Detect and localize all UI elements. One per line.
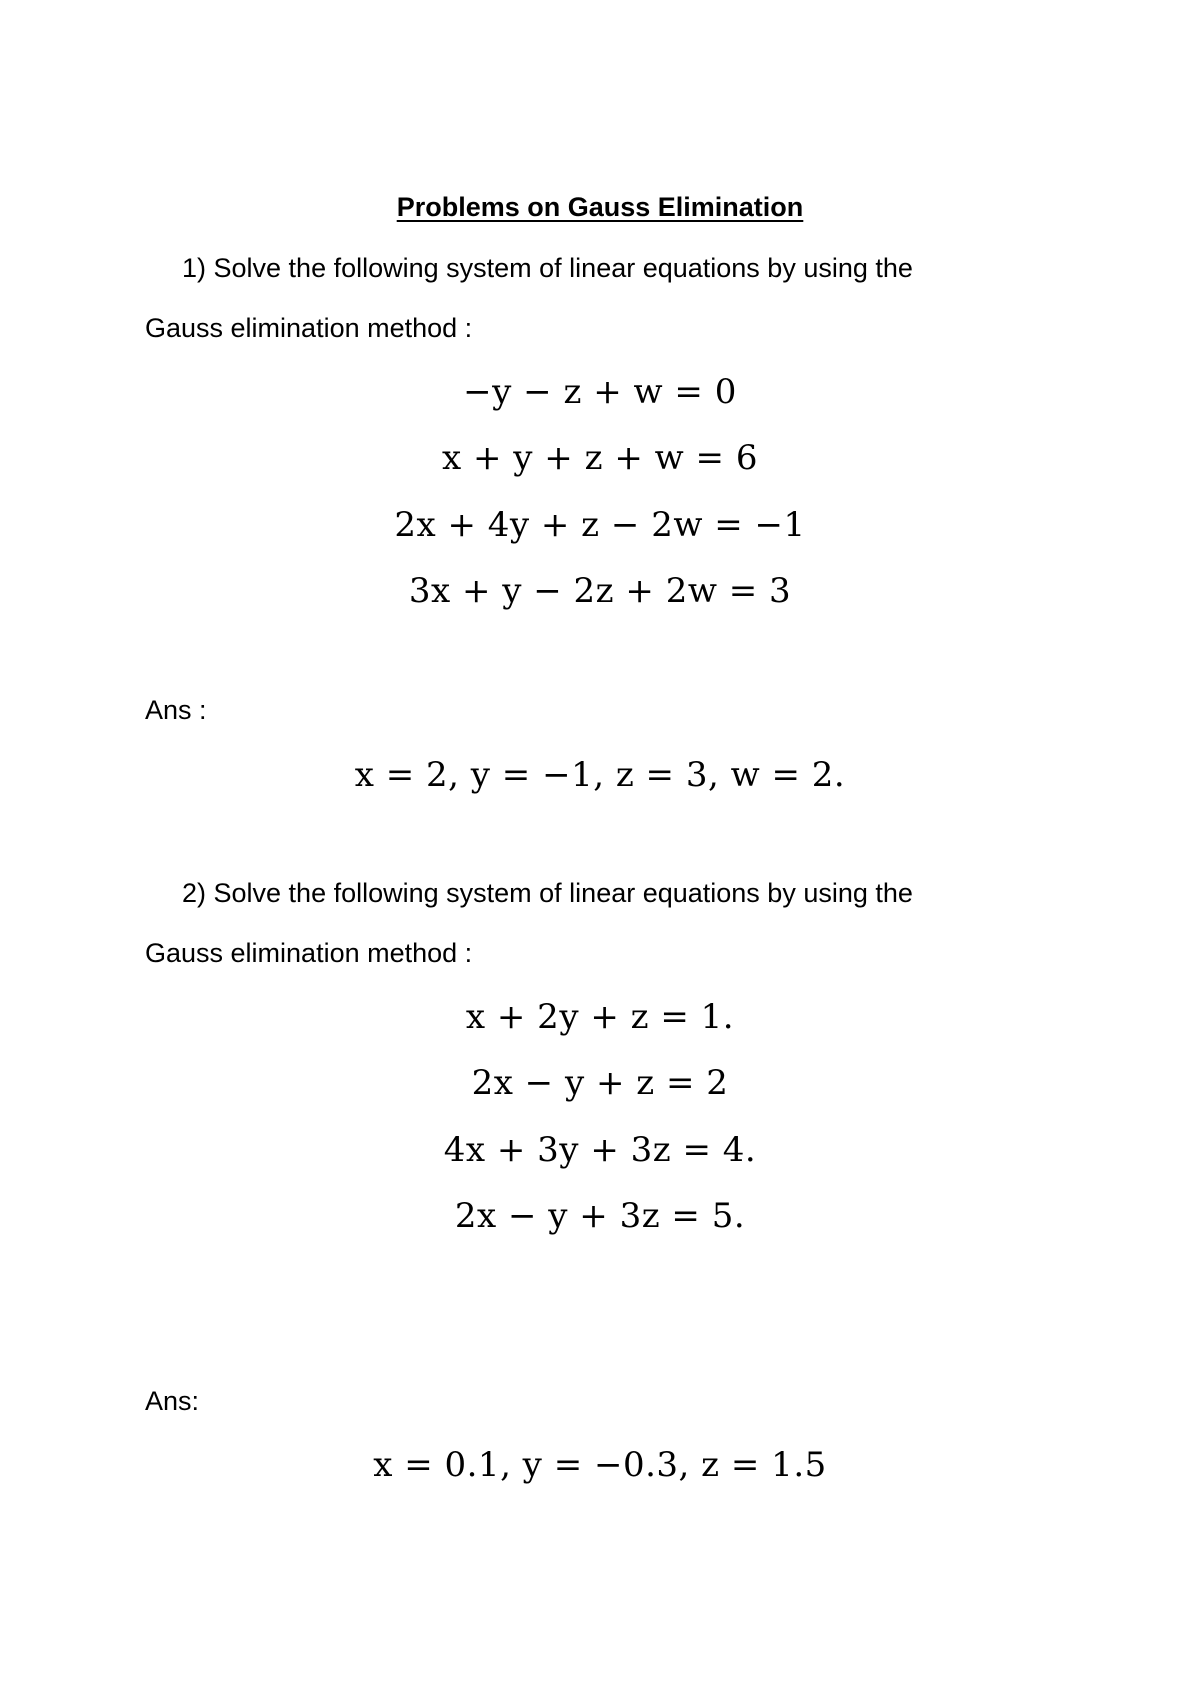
problem-1-equation-2: x + y + z + w = 6 <box>442 438 758 478</box>
problem-1-answer: x = 2, y = −1, z = 3, w = 2. <box>354 755 846 795</box>
problem-2-prompt-line-1: 2) Solve the following system of linear equations by using the <box>182 878 913 908</box>
page-title: Problems on Gauss Elimination <box>396 192 804 222</box>
problem-2-equation-1: x + 2y + z = 1. <box>465 997 735 1037</box>
problem-2-prompt-line-2: Gauss elimination method : <box>145 938 473 968</box>
problem-2-equation-3: 4x + 3y + 3z = 4. <box>443 1130 757 1170</box>
problem-1-equation-3: 2x + 4y + z − 2w = −1 <box>394 505 806 545</box>
problem-1-answer-label: Ans : <box>145 695 207 725</box>
problem-1-equation-4: 3x + y − 2z + 2w = 3 <box>408 571 792 611</box>
problem-2-equation-2: 2x − y + z = 2 <box>471 1063 729 1103</box>
problem-1-prompt-line-2: Gauss elimination method : <box>145 313 473 343</box>
problem-2-answer-label: Ans: <box>145 1386 200 1416</box>
problem-1-equation-1: −y − z + w = 0 <box>463 372 737 412</box>
problem-2-equation-4: 2x − y + 3z = 5. <box>454 1196 746 1236</box>
problem-2-answer: x = 0.1, y = −0.3, z = 1.5 <box>373 1445 827 1485</box>
problem-1-prompt-line-1: 1) Solve the following system of linear equations by using the <box>182 253 913 283</box>
